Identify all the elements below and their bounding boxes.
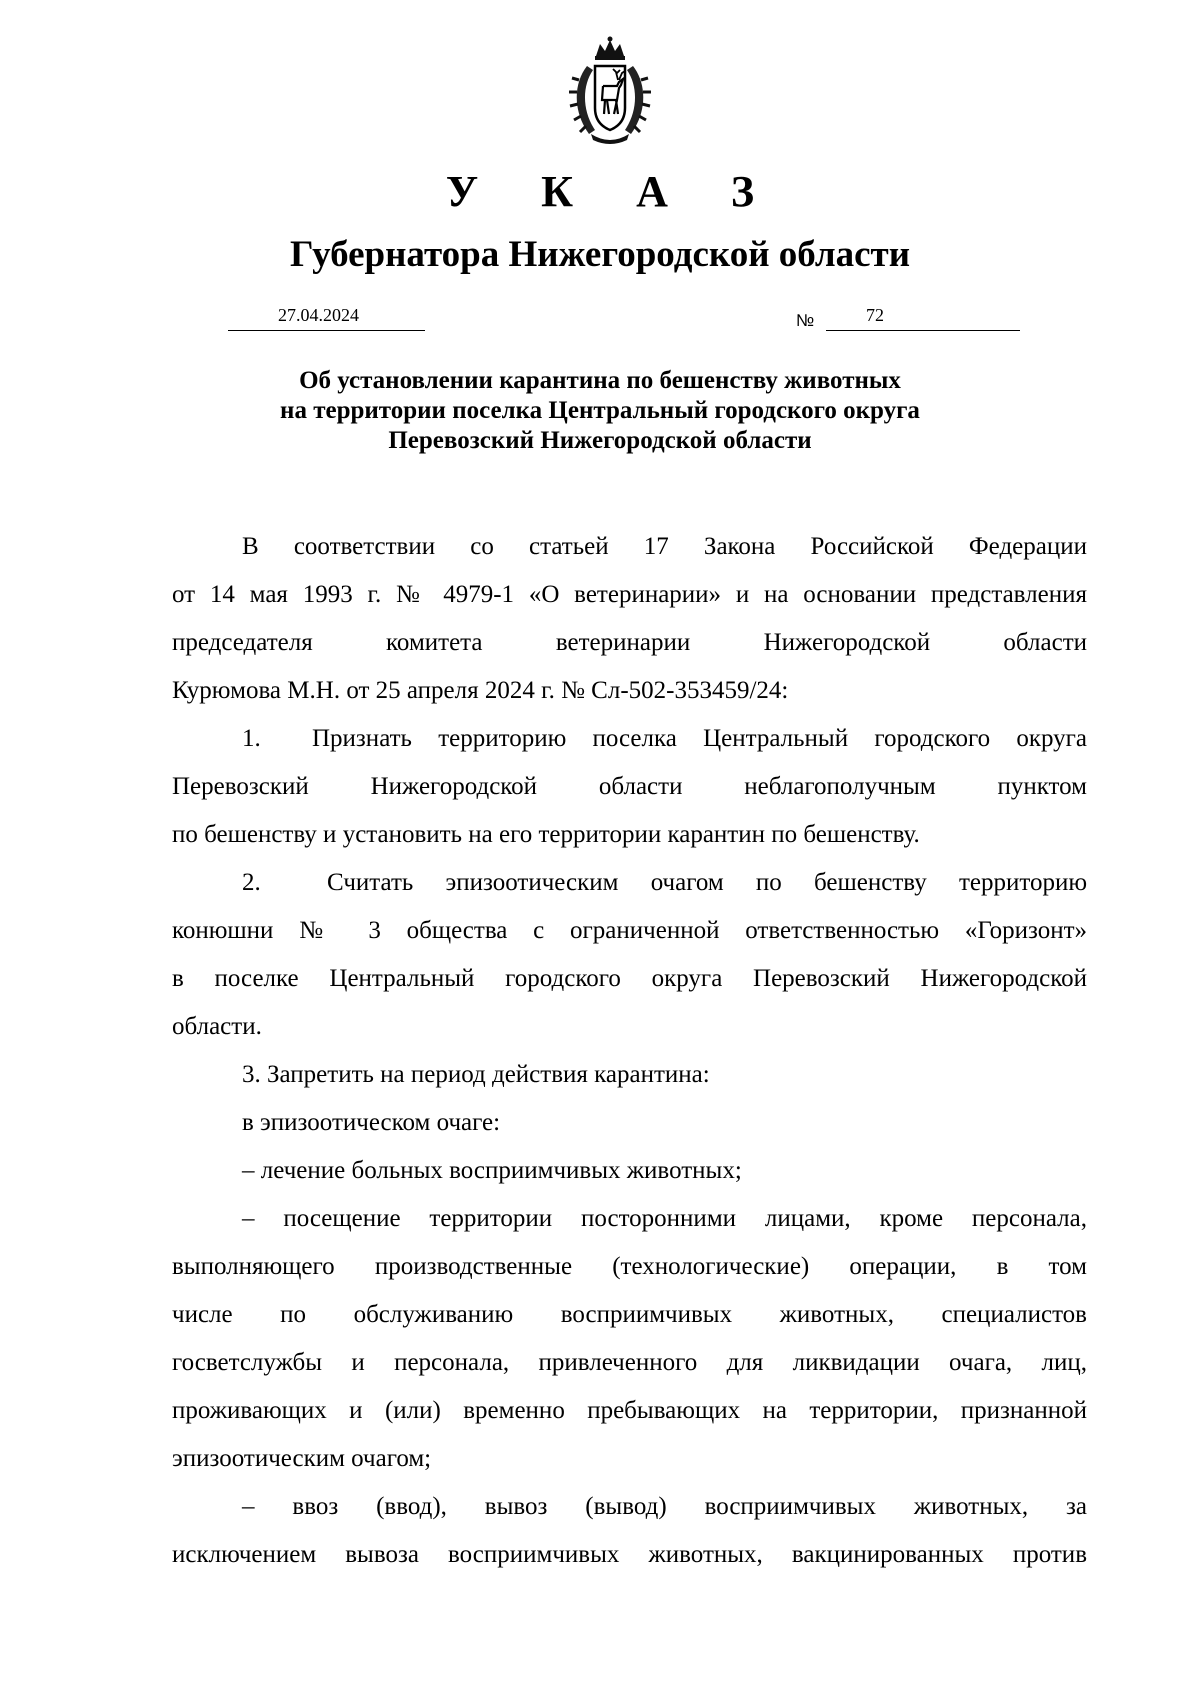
bullet-transport-line: исключением вывоза восприимчивых животных, вакцинированных против [172,1541,1087,1568]
decree-body [172,523,1087,1579]
document-type-title: У К А З [445,167,781,216]
bullet-visits-line: проживающих и (или) временно пребывающих на территории, признанной [172,1397,1087,1424]
item-2-line: конюшни № 3 общества с ограниченной ответственностью «Горизонт» [172,917,1087,944]
number-field [826,300,1020,331]
subject-line: Перевозский Нижегородской области [388,427,812,454]
decree-date: 27.04.2024 [278,305,359,325]
item-2-line: области. [172,1013,262,1040]
issuer-title: Губернатора Нижегородской области [289,234,911,275]
coat-of-arms-icon [567,36,653,148]
bullet-visits-line: – посещение территории посторонними лицами, кроме персонала, [242,1205,1087,1232]
subject-line: на территории поселка Центральный городского округа [280,397,920,424]
bullet-treatment: – лечение больных восприимчивых животных; [242,1157,742,1184]
preamble-line: Курюмова М.Н. от 25 апреля 2024 г. № Сл-502-353459/24: [172,677,789,704]
preamble-line: В соответствии со статьей 17 Закона Российской Федерации [242,533,1087,560]
preamble-line: от 14 мая 1993 г. № 4979-1 «О ветеринарии» и на основании представления [172,581,1087,608]
bullet-visits-line: выполняющего производственные (технологические) операции, в том [172,1253,1087,1280]
preamble-line: председателя комитета ветеринарии Нижегородской области [172,629,1087,656]
item-1-text: Признать территорию поселка Центральный городского округа [312,725,1087,752]
number-sign: № [796,311,815,330]
item-1-number: 1. [242,725,261,752]
item-1-first-line [172,715,1087,763]
decree-number: 72 [866,305,884,325]
item-2-number: 2. [242,869,261,896]
item-2-text: Считать эпизоотическим очагом по бешенству территорию [327,869,1087,896]
date-field [228,300,425,331]
bullet-visits-line: эпизоотическим очагом; [172,1445,432,1472]
bullet-visits-line: госветслужбы и персонала, привлеченного для ликвидации очага, лиц, [172,1349,1087,1376]
focus-intro: в эпизоотическом очаге: [242,1109,501,1136]
item-1-line: Перевозский Нижегородской области неблагополучным пунктом [172,773,1087,800]
item-2-line: в поселке Центральный городского округа Перевозский Нижегородской [172,965,1087,992]
bullet-transport-line: – ввоз (ввод), вывоз (вывод) восприимчивых животных, за [242,1493,1087,1520]
decree-subject [0,366,1200,456]
item-3-heading: 3. Запретить на период действия карантина: [242,1061,710,1088]
bullet-visits-line: числе по обслуживанию восприимчивых животных, специалистов [172,1301,1087,1328]
subject-line: Об установлении карантина по бешенству животных [299,367,901,394]
item-2-first-line [172,859,1087,907]
item-1-line: по бешенству и установить на его территории карантин по бешенству. [172,821,920,848]
